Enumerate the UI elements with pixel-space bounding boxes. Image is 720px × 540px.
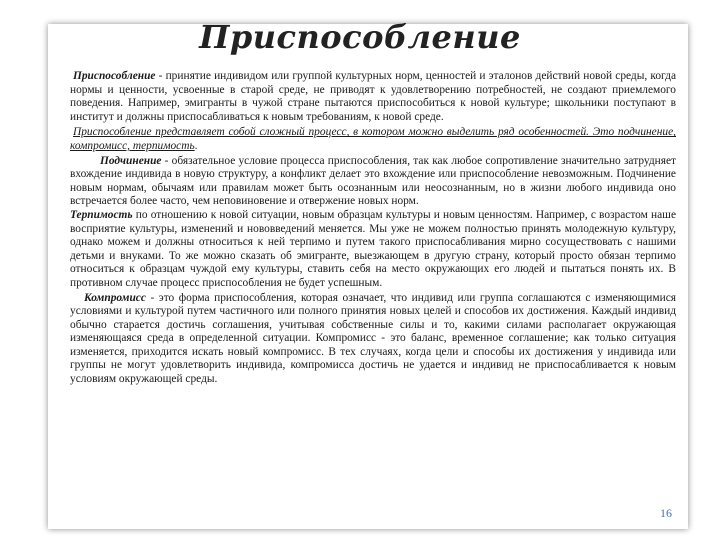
slide-body [70, 70, 676, 387]
page-number: 16 [660, 506, 672, 520]
term-submission: Подчинение [100, 154, 162, 167]
definition-text: - принятие индивидом или группой культурных норм, ценностей и эталонов действий новой среды, когда нормы и ценности, усвоенные в старой среде, не приводят к удовлетворению потребностей, не создают приемлемого поведения. Например, эмигранты в чужой стране пытаются приспособиться к новой культуре; школьники поступают в институт и должны приспосабливаться к новым требованиям, к новой среде. [70, 70, 676, 123]
paragraph-compromise [70, 292, 676, 387]
paragraph-tolerance [70, 209, 676, 291]
features-tail: . [194, 139, 198, 152]
submission-text: - обязательное условие процесса приспособления, так как любое сопротивление значительно затрудняет вхождение индивида в новую структуру, а конфликт делает это вхождение или приспособление невозможным. Подчинение новым нормам, обычаям или правилам может быть осознанным или неосознанным, но в жизни любого индивида оно встречается более часто, чем неповиновение и отвержение новых норм. [70, 154, 676, 208]
paragraph-submission [70, 155, 676, 209]
tolerance-text: по отношению к новой ситуации, новым образцам культуры и новым ценностям. Например, с возрастом наше восприятие культуры, изменений и нововведений меняется. Мы уже не можем полностью принять молодежную культуру, однако можем и должны относиться к ней терпимо и путем такого приспосабливания мирно сосуществовать с нашими детьми и внуками. То же можно сказать об эмигранте, выезжающем в другую страну, который просто обязан терпимо относиться к образцам чуждой ему культуры, ставить себя на место окружающих его людей и пытаться понять их. В противном случае процесс приспособления не будет успешным. [70, 208, 676, 289]
term-adaptation: Приспособление [73, 70, 156, 82]
slide-title: Приспособление [199, 18, 521, 56]
features-text: Приспособление представляет собой сложный процесс, в котором можно выделить ряд особенностей. Это подчинение, компромисс, терпимость [70, 126, 676, 152]
term-compromise: Компромисс [84, 291, 146, 304]
paragraph-definition [70, 70, 676, 124]
paragraph-features [70, 126, 676, 153]
compromise-text: - это форма приспособления, которая означает, что индивид или группа соглашаются с изменяющимися условиями и культурой путем частичного или полного принятия новых целей и способов их достижения. Каждый индивид обычно старается достичь соглашения, учитывая собственные силы и то, какими силами располагает окружающая изменяющаяся среда в определенной ситуации. Компромисс - это баланс, временное соглашение; как только ситуация изменяется, приходится искать новый компромисс. В тех случаях, когда цели и способы их достижения у индивида или группы не могут удовлетворить индивида, компромисса достичь не удается и индивид не приспосабливается к новым условиям окружающей среды. [70, 291, 676, 386]
term-tolerance: Терпимость [70, 208, 133, 221]
